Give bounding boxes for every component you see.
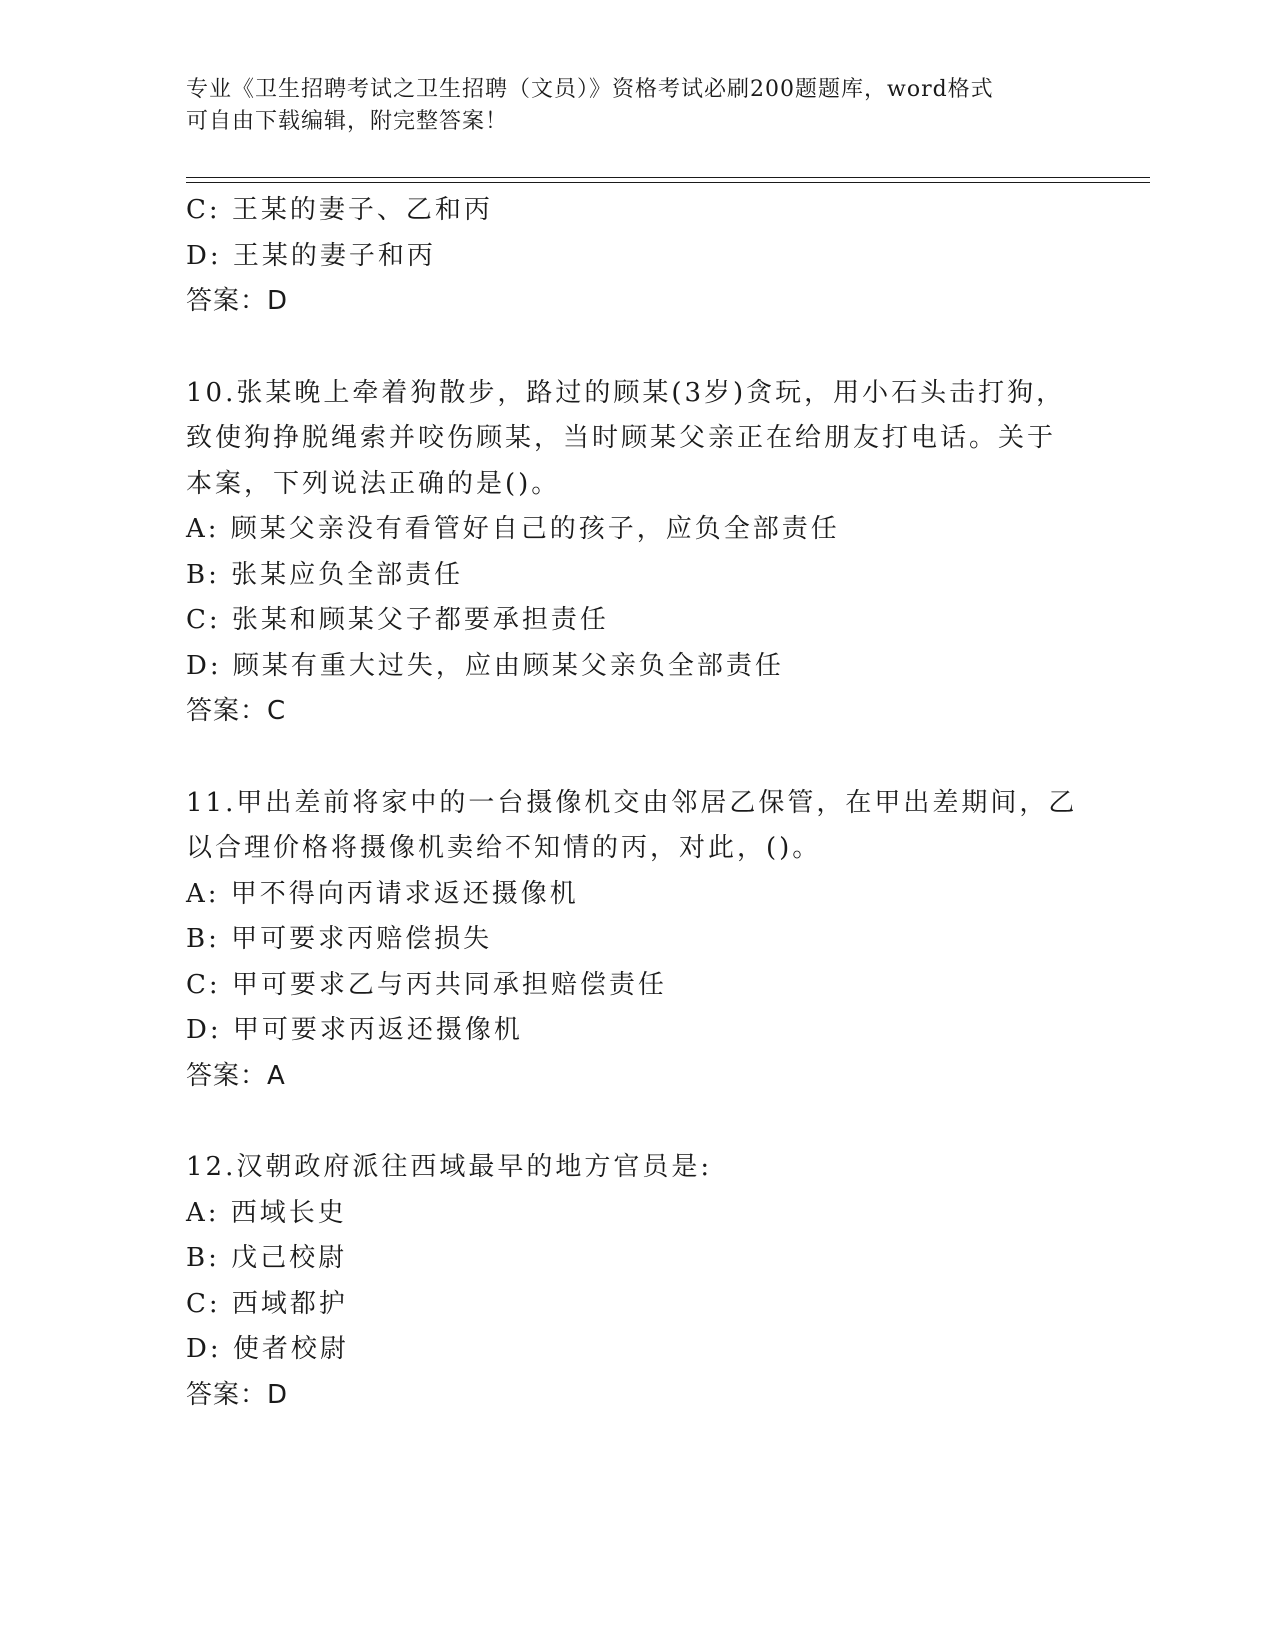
option-c: C: 王某的妻子、乙和丙 <box>186 195 493 225</box>
option-d: D: 使者校尉 <box>186 1334 349 1364</box>
option-d: D: 甲可要求丙返还摄像机 <box>186 1015 523 1045</box>
header-divider-top <box>186 177 1150 178</box>
option-b: B: 甲可要求丙赔偿损失 <box>186 924 493 954</box>
question-text-line: 本案，下列说法正确的是()。 <box>186 468 561 499</box>
question-10 <box>186 371 1086 735</box>
answer-line: 答案：A <box>186 1060 286 1091</box>
option-d: D: 王某的妻子和丙 <box>186 240 436 271</box>
option-c: C: 甲可要求乙与丙共同承担赔偿责任 <box>186 969 667 1000</box>
answer-line: 答案：D <box>186 1379 289 1410</box>
option-c: C: 西域都护 <box>186 1288 348 1319</box>
document-header <box>186 74 1086 138</box>
header-title-line-1: 专业《卫生招聘考试之卫生招聘（文员）》资格考试必刷200题题库，word格式 <box>186 77 994 102</box>
question-12 <box>186 1145 1086 1418</box>
option-b: B: 戊己校尉 <box>186 1243 348 1273</box>
option-a: A: 甲不得向丙请求返还摄像机 <box>186 878 579 909</box>
question-gap <box>186 735 1086 781</box>
option-a: A: 顾某父亲没有看管好自己的孩子，应负全部责任 <box>186 514 840 544</box>
question-text-line: 致使狗挣脱绳索并咬伤顾某，当时顾某父亲正在给朋友打电话。关于 <box>186 423 1057 453</box>
previous-question-tail <box>186 188 1086 325</box>
question-11 <box>186 781 1086 1100</box>
question-text-line: 12.汉朝政府派往西域最早的地方官员是: <box>186 1152 713 1182</box>
header-title-line-2: 可自由下载编辑，附完整答案！ <box>186 109 509 134</box>
option-a: A: 西域长史 <box>186 1197 347 1228</box>
option-b: B: 张某应负全部责任 <box>186 559 464 590</box>
question-text-line: 10.张某晚上牵着狗散步，路过的顾某(3岁)贪玩，用小石头击打狗， <box>186 377 1066 408</box>
question-gap <box>186 1099 1086 1145</box>
option-c: C: 张某和顾某父子都要承担责任 <box>186 605 609 635</box>
option-d: D: 顾某有重大过失，应由顾某父亲负全部责任 <box>186 650 784 681</box>
answer-line: 答案：C <box>186 696 287 726</box>
question-text-line: 11.甲出差前将家中的一台摄像机交由邻居乙保管，在甲出差期间，乙 <box>186 787 1078 818</box>
question-gap <box>186 325 1086 371</box>
question-list <box>186 188 1086 1418</box>
header-divider-bottom <box>186 182 1150 183</box>
answer-line: 答案：D <box>186 286 289 316</box>
question-text-line: 以合理价格将摄像机卖给不知情的丙，对此，()。 <box>186 833 822 863</box>
